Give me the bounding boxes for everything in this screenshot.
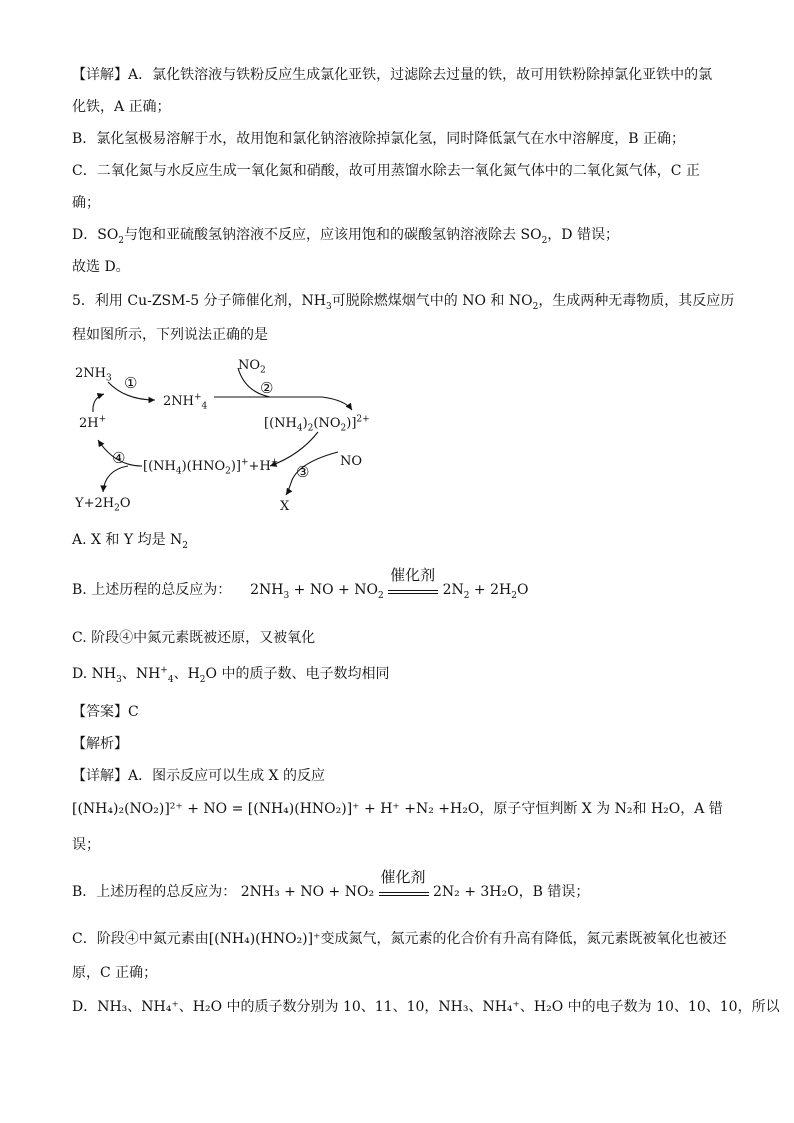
diagram-no: NO	[340, 454, 363, 469]
catalyst-label: 催化剂	[390, 566, 436, 584]
para-b: B．氯化氢极易溶解于水，故用饱和氯化钠溶液除掉氯化氢，同时降低氯气在水中溶解度，B 正确；	[72, 131, 686, 147]
para-d: D．$SO_2$与饱和亚硫酸氢钠溶液不反应，应该用饱和的碳酸氢钠溶液除去 $SO_2$，D 错误；	[72, 227, 619, 246]
catalyst-arrow-2	[379, 868, 429, 896]
detail-c-line1: C．阶段④中氮元素由[(NH₄)(HNO₂)]⁺变成氮气，氮元素的化合价有升高有降低，氮元素既被氧化也被还	[72, 931, 727, 947]
diagram-h: 2H+	[79, 414, 107, 431]
option-a: A. X 和 Y 均是 $N_2$	[72, 532, 189, 551]
diagram-x: X	[280, 499, 290, 514]
option-c: C. 阶段④中氮元素既被还原，又被氧化	[72, 630, 316, 646]
detail-line3: 误；	[72, 837, 100, 853]
detail-b: B．上述历程的总反应为： 2NH₃ + NO + NO₂ 催化剂 2N₂ + 3H₂O，B 错误；	[72, 868, 590, 900]
catalyst-arrow	[388, 566, 438, 594]
diagram-complex1: $[(NH_4)_2(NO_2)]^{2+}$	[264, 414, 370, 434]
detail-equation: [(NH₄)₂(NO₂)]²⁺ + NO = [(NH₄)(HNO₂)]⁺ + H⁺ +N₂ +H₂O，原子守恒判断 X 为 N₂和 H₂O，A 错	[72, 801, 723, 817]
analysis-line: 【解析】	[72, 736, 128, 752]
detail-line1: 【详解】A．图示反应可以生成 X 的反应	[72, 768, 325, 784]
question-5-line2: 程如图所示，下列说法正确的是	[72, 327, 268, 343]
step4-label: ④	[112, 449, 126, 467]
diagram-y: $Y+2H_2O$	[75, 496, 131, 514]
para-a-line1: 【详解】A．氯化铁溶液与铁粉反应生成氯化亚铁，过滤除去过量的铁，故可用铁粉除掉氯化亚铁中的氯	[72, 67, 713, 83]
step2-label: ②	[260, 379, 274, 397]
detail-d-line: D．NH₃、NH₄⁺、H₂O 中的质子数分别为 10、11、10，NH₃、NH₄⁺、H₂O 中的电子数为 10、10、10，所以	[72, 999, 780, 1015]
para-c-line1: C．二氧化氮与水反应生成一氧化氮和硝酸，故可用蒸馏水除去一氧化氮气体中的二氧化氮气体，C 正	[72, 163, 700, 179]
diagram-no2: $NO_2$	[238, 358, 266, 376]
step1-label: ①	[124, 374, 138, 392]
diagram-nh4: $2NH^+_4$	[163, 392, 208, 412]
answer-line: 【答案】C	[72, 704, 139, 720]
arrow-step3-no	[286, 452, 338, 495]
diagram-complex2: $[(NH_4)(HNO_2)]^++H^+$	[143, 457, 279, 477]
para-a-line2: 化铁，A 正确；	[72, 99, 171, 115]
arrow-step4-y	[103, 466, 128, 492]
step3-label: ③	[296, 463, 310, 481]
question-5-line1: 5．利用 Cu-ZSM-5 分子筛催化剂，$NH_3$可脱除燃煤烟气中的 NO 和 $NO_2$，生成两种无毒物质，其反应历	[72, 293, 735, 312]
arrow-h-return	[93, 394, 104, 412]
option-b: B. 上述历程的总反应为： $2NH_3$ + NO + $NO_2$ 催化剂 $2N_2 + 2H_2O$	[72, 566, 529, 601]
para-choose: 故选 D。	[72, 259, 130, 275]
detail-c-line2: 原，C 正确；	[72, 965, 158, 981]
arrow-step2	[214, 397, 352, 410]
para-c-line2: 确；	[72, 195, 100, 211]
diagram-nh3: $2NH_3$	[75, 366, 112, 384]
option-d: D. $NH_3$、$NH^+_4$、$H_2O$ 中的质子数、电子数均相同	[72, 665, 390, 685]
catalyst-label-2: 催化剂	[380, 868, 426, 886]
